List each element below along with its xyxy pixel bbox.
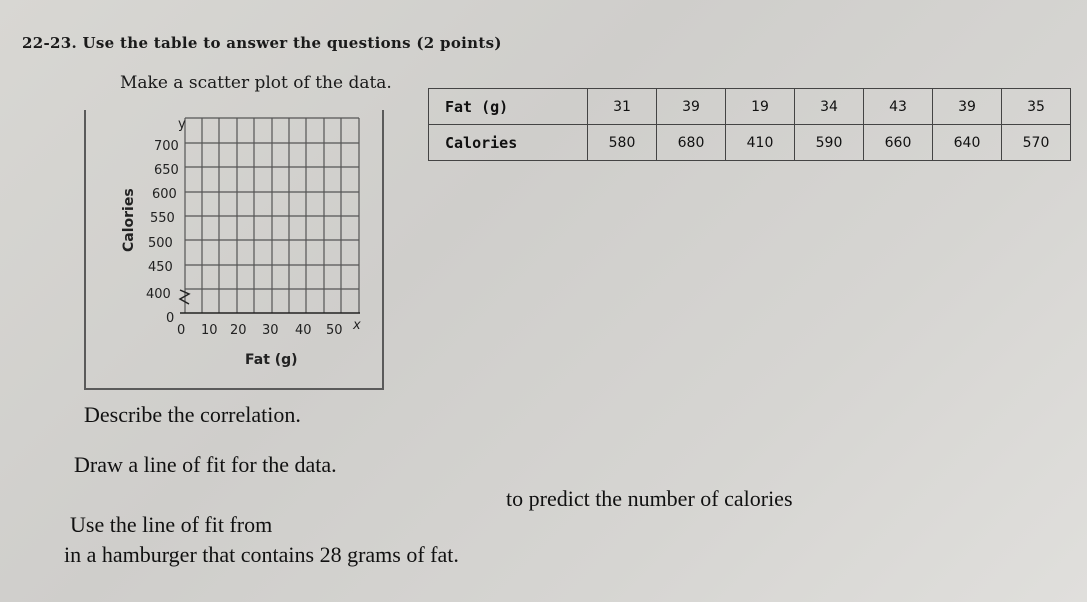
y-tick-450: 450 (148, 260, 173, 275)
question-heading: 22-23. Use the table to answer the questions (2 points) (22, 34, 502, 52)
table-cell: 410 (726, 125, 795, 161)
table-cell: 19 (726, 89, 795, 125)
question-line-of-fit: Draw a line of fit for the data. (74, 452, 337, 477)
table-cell: 43 (864, 89, 933, 125)
y-tick-400: 400 (146, 287, 171, 302)
table-cell: 590 (795, 125, 864, 161)
x-tick-20: 20 (230, 323, 247, 338)
table-cell: 39 (657, 89, 726, 125)
question-predict-part3: in a hamburger that contains 28 grams of fat. (64, 542, 459, 567)
fat-calories-table (428, 88, 1071, 161)
x-origin: 0 (177, 323, 186, 338)
table-cell: 660 (864, 125, 933, 161)
y-tick-550: 550 (150, 211, 175, 226)
scatter-plot-instruction: Make a scatter plot of the data. (120, 73, 392, 93)
y-axis-variable: y (178, 117, 186, 132)
table-cell: 570 (1002, 125, 1071, 161)
x-tick-40: 40 (295, 323, 312, 338)
x-tick-10: 10 (201, 323, 218, 338)
table-cell: 640 (933, 125, 1002, 161)
table-cell: 580 (588, 125, 657, 161)
grid-lines (185, 118, 359, 313)
table-row (429, 125, 1071, 161)
graph-panel (84, 110, 384, 390)
x-tick-50: 50 (326, 323, 343, 338)
table-cell: 35 (1002, 89, 1071, 125)
table-cell: 39 (933, 89, 1002, 125)
x-axis-variable: x (353, 318, 361, 333)
y-tick-650: 650 (154, 163, 179, 178)
question-describe-correlation: Describe the correlation. (84, 402, 301, 427)
x-axis-label: Fat (g) (245, 352, 298, 368)
y-axis-label: Calories (121, 188, 137, 252)
y-origin: 0 (166, 311, 175, 326)
x-tick-30: 30 (262, 323, 279, 338)
question-predict-part2: to predict the number of calories (506, 486, 793, 511)
table-cell: 31 (588, 89, 657, 125)
table-cell: 34 (795, 89, 864, 125)
y-tick-500: 500 (148, 236, 173, 251)
table-row (429, 89, 1071, 125)
question-predict-part1: Use the line of fit from (70, 512, 273, 537)
table-cell: 680 (657, 125, 726, 161)
y-tick-700: 700 (154, 139, 179, 154)
row-header-calories: Calories (429, 125, 588, 161)
y-tick-600: 600 (152, 187, 177, 202)
row-header-fat: Fat (g) (429, 89, 588, 125)
axis-break (180, 290, 189, 304)
